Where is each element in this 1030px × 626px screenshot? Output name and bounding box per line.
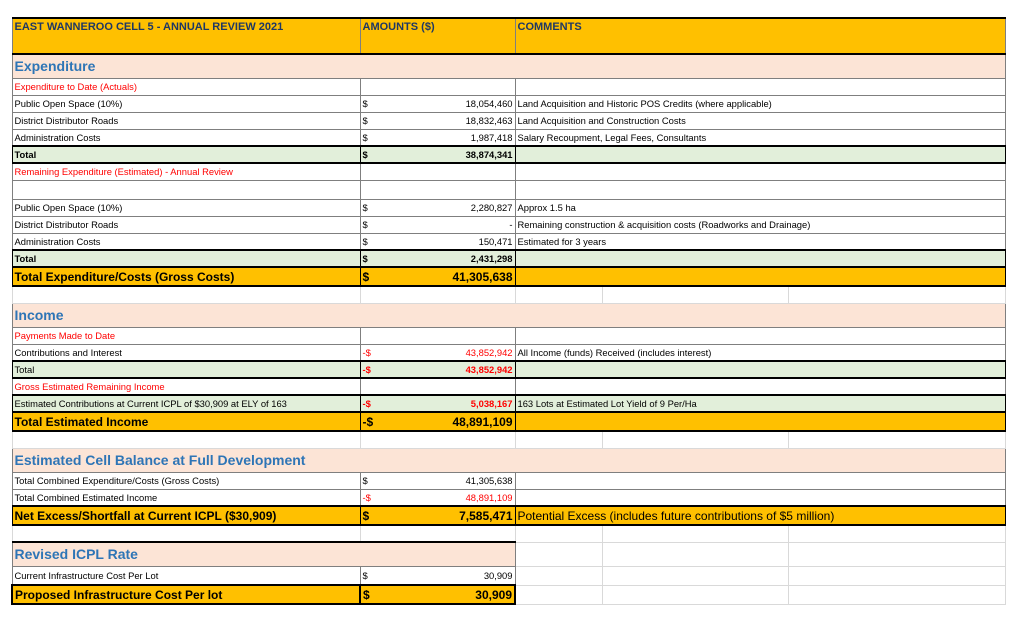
balance-heading: Estimated Cell Balance at Full Development — [12, 448, 1005, 472]
expenditure-section-row — [12, 54, 1005, 78]
row-label: Contributions and Interest — [12, 344, 360, 361]
comment-cell: Potential Excess (includes future contributions of $5 million) — [515, 506, 1005, 525]
expenditure-heading: Expenditure — [12, 54, 1005, 78]
row-label: Total — [12, 146, 360, 163]
row-label: Current Infrastructure Cost Per Lot — [12, 566, 360, 585]
amount-cell: $ 1,987,418 — [360, 129, 515, 146]
comment-cell: Land Acquisition and Construction Costs — [515, 112, 1005, 129]
amount-cell: $ 150,471 — [360, 233, 515, 250]
table-row — [12, 199, 1005, 216]
expenditure-to-date-label: Expenditure to Date (Actuals) — [12, 78, 360, 95]
header-comments: COMMENTS — [515, 18, 1005, 54]
comment-cell: Estimated for 3 years — [515, 233, 1005, 250]
row-label: District Distributor Roads — [12, 216, 360, 233]
row-label: Administration Costs — [12, 233, 360, 250]
row-label: Administration Costs — [12, 129, 360, 146]
income-total-row — [12, 361, 1005, 378]
amount-cell: $ 2,431,298 — [360, 250, 515, 267]
table-row — [12, 566, 1005, 585]
balance-section-row — [12, 448, 1005, 472]
amount-cell: $ 41,305,638 — [360, 472, 515, 489]
amount-cell: -$ 43,852,942 — [360, 361, 515, 378]
amount-cell: -$ 48,891,109 — [360, 489, 515, 506]
icpl-section-row — [12, 542, 1005, 566]
row-label: Public Open Space (10%) — [12, 95, 360, 112]
remaining-total-row — [12, 250, 1005, 267]
amount-cell: $ 30,909 — [360, 585, 515, 604]
amount-cell: $ 18,832,463 — [360, 112, 515, 129]
comment-cell: Salary Recoupment, Legal Fees, Consultants — [515, 129, 1005, 146]
row-label: Estimated Contributions at Current ICPL of $30,909 at ELY of 163 — [12, 395, 360, 412]
proposed-icpl-row — [12, 585, 1005, 604]
amount-cell: $ 41,305,638 — [360, 267, 515, 286]
row-label: Public Open Space (10%) — [12, 199, 360, 216]
row-label: Total — [12, 361, 360, 378]
expenditure-total-row — [12, 146, 1005, 163]
total-income-row — [12, 412, 1005, 431]
net-excess-row — [12, 506, 1005, 525]
comment-cell: 163 Lots at Estimated Lot Yield of 9 Per/Ha — [515, 395, 1005, 412]
payments-label: Payments Made to Date — [12, 327, 360, 344]
comment-cell: Remaining construction & acquisition costs (Roadworks and Drainage) — [515, 216, 1005, 233]
amount-cell: $ 30,909 — [360, 566, 515, 585]
amount-cell: -$ 5,038,167 — [360, 395, 515, 412]
row-label: Total Expenditure/Costs (Gross Costs) — [12, 267, 360, 286]
remaining-expenditure-label: Remaining Expenditure (Estimated) - Annual Review — [12, 163, 360, 180]
amount-cell: $ - — [360, 216, 515, 233]
table-row — [12, 395, 1005, 412]
header-title: EAST WANNEROO CELL 5 - ANNUAL REVIEW 2021 — [12, 18, 360, 54]
comment-cell: Approx 1.5 ha — [515, 199, 1005, 216]
icpl-heading: Revised ICPL Rate — [12, 542, 515, 566]
row-label: District Distributor Roads — [12, 112, 360, 129]
amount-cell: $ 38,874,341 — [360, 146, 515, 163]
row-label: Total Combined Estimated Income — [12, 489, 360, 506]
comment-cell: Land Acquisition and Historic POS Credits (where applicable) — [515, 95, 1005, 112]
table-row — [12, 489, 1005, 506]
table-row — [12, 233, 1005, 250]
amount-cell: -$ 48,891,109 — [360, 412, 515, 431]
amount-cell: $ 2,280,827 — [360, 199, 515, 216]
table-row — [12, 129, 1005, 146]
comment-cell: All Income (funds) Received (includes interest) — [515, 344, 1005, 361]
row-label: Net Excess/Shortfall at Current ICPL ($30,909) — [12, 506, 360, 525]
row-label: Total — [12, 250, 360, 267]
table-row — [12, 95, 1005, 112]
row-label: Proposed Infrastructure Cost Per lot — [12, 585, 360, 604]
table-row — [12, 216, 1005, 233]
amount-cell: -$ 43,852,942 — [360, 344, 515, 361]
total-expenditure-row — [12, 267, 1005, 286]
table-row — [12, 112, 1005, 129]
header-amounts: AMOUNTS ($) — [360, 18, 515, 54]
row-label: Total Estimated Income — [12, 412, 360, 431]
table-row — [12, 344, 1005, 361]
amount-cell: $ 18,054,460 — [360, 95, 515, 112]
income-heading: Income — [12, 303, 1005, 327]
review-table — [11, 17, 1006, 605]
amount-cell: $ 7,585,471 — [360, 506, 515, 525]
income-section-row — [12, 303, 1005, 327]
table-row — [12, 472, 1005, 489]
row-label: Total Combined Expenditure/Costs (Gross Costs) — [12, 472, 360, 489]
gross-remaining-label: Gross Estimated Remaining Income — [12, 378, 360, 395]
header-row — [12, 18, 1005, 54]
